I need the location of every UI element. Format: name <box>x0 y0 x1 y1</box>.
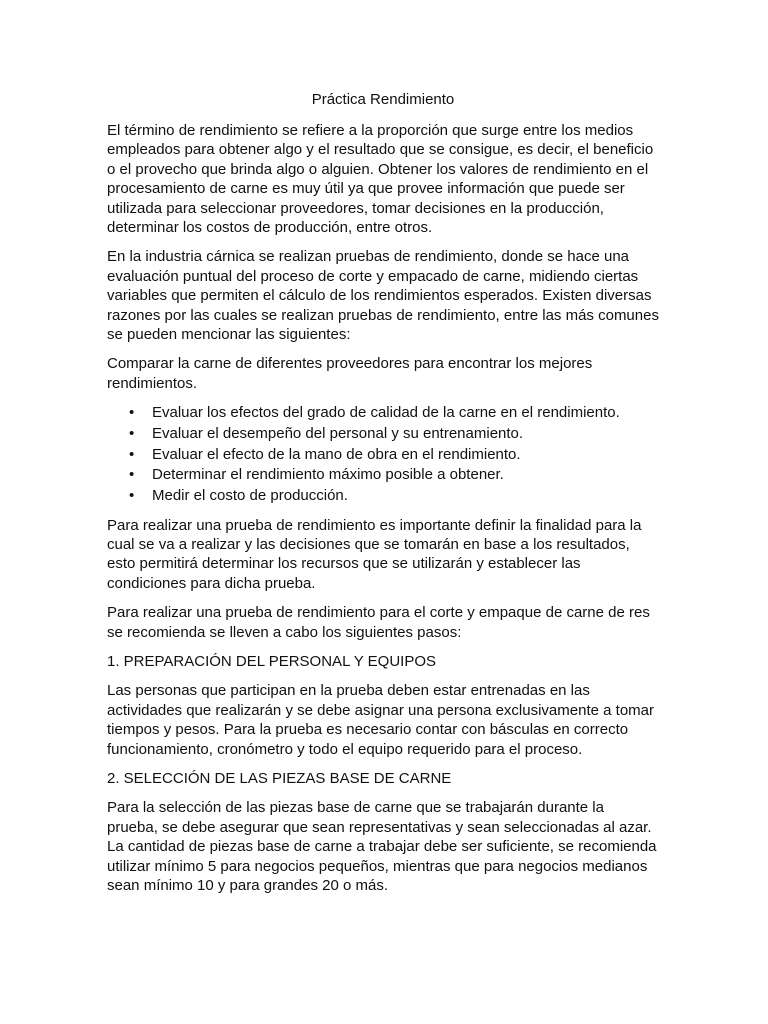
list-item-text: Evaluar el efecto de la mano de obra en el rendimiento. <box>152 445 521 463</box>
paragraph-purpose: Para realizar una prueba de rendimiento es importante definir la finalidad para la cual se va a realizar y las decisiones que se tomarán en base a los resultados, esto permitirá determinar los recursos que se utilizarán y establecer las condiciones para dicha prueba. <box>107 516 642 592</box>
section-body-selection: Para la selección de las piezas base de carne que se trabajarán durante la prueba, se debe asegurar que sean representativas y sean seleccionadas al azar. La cantidad de piezas base de carne a trabajar debe ser suficiente, se recomienda utilizar mínimo 5 para negocios pequeños, mientras que para negocios medianos sean mínimo 10 y para grandes 20 o más. <box>107 799 657 894</box>
section-body-personnel: Las personas que participan en la prueba deben estar entrenadas en las actividades que realizarán y se debe asignar una persona exclusivamente a tomar tiempos y pesos. Para la prueba es necesario contar con básculas en correcto funcionamiento, cronómetro y todo el equipo requerido para el proceso. <box>107 682 654 758</box>
bullet-icon: • <box>129 445 135 463</box>
list-item <box>107 424 659 443</box>
bullet-icon: • <box>129 466 135 484</box>
list-item-text: Evaluar los efectos del grado de calidad de la carne en el rendimiento. <box>152 404 620 422</box>
list-item <box>107 445 659 464</box>
document-title: Práctica Rendimiento <box>311 91 455 108</box>
paragraph-compare: Comparar la carne de diferentes proveedores para encontrar los mejores rendimientos. <box>107 355 593 392</box>
list-item-text: Evaluar el desempeño del personal y su entrenamiento. <box>152 424 524 442</box>
section-heading-personnel: 1. PREPARACIÓN DEL PERSONAL Y EQUIPOS <box>107 652 436 670</box>
list-item <box>107 403 659 422</box>
list-item <box>107 486 659 505</box>
paragraph-industry: En la industria cárnica se realizan pruebas de rendimiento, donde se hace una evaluación puntual del proceso de corte y empacado de carne, midiendo ciertas variables que permiten el cálculo de los rendimientos esperados. Existen diversas razones por las cuales se realizan pruebas de rendimiento, entre las más comunes se pueden mencionar las siguientes: <box>107 248 659 344</box>
document-page <box>107 88 659 905</box>
bullet-icon: • <box>129 424 135 442</box>
bullet-icon: • <box>129 404 135 422</box>
list-item-text: Determinar el rendimiento máximo posible a obtener. <box>152 466 504 484</box>
section-heading-selection: 2. SELECCIÓN DE LAS PIEZAS BASE DE CARNE <box>107 769 452 787</box>
paragraph-steps-intro: Para realizar una prueba de rendimiento para el corte y empaque de carne de res se recomienda se lleven a cabo los siguientes pasos: <box>107 604 650 641</box>
reasons-list <box>107 403 659 505</box>
list-item <box>107 465 659 484</box>
list-item-text: Medir el costo de producción. <box>152 487 348 505</box>
paragraph-definition: El término de rendimiento se refiere a la proporción que surge entre los medios empleados para obtener algo y el resultado que se consigue, es decir, el beneficio o el provecho que brinda algo o alguien. Obtener los valores de rendimiento en el procesamiento de carne es muy útil ya que provee información que puede ser utilizada para seleccionar proveedores, tomar decisiones en la producción, determinar los costos de producción, entre otros. <box>107 122 654 237</box>
bullet-icon: • <box>129 487 135 505</box>
